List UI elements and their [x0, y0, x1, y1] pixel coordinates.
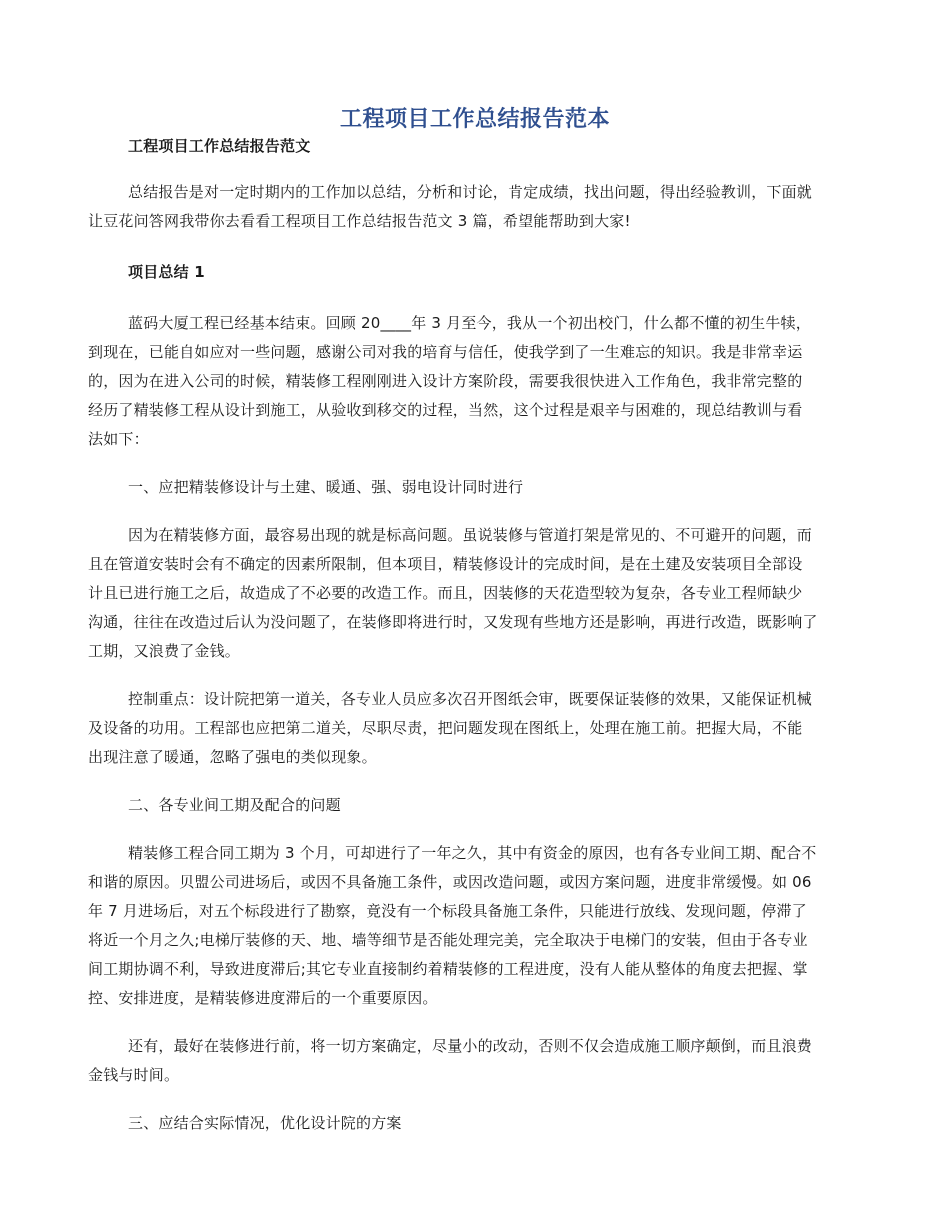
paragraph-line: 控制重点：设计院把第一道关，各专业人员应多次召开图纸会审，既要保证装修的效果，又能保证机械	[128, 690, 813, 708]
document-subtitle: 工程项目工作总结报告范文	[128, 137, 311, 155]
subheading-optimize-design: 三、应结合实际情况，优化设计院的方案	[128, 1114, 402, 1132]
paragraph-line: 蓝码大厦工程已经基本结束。回顾 20____年 3 月至今，我从一个初出校门，什么都不懂的初生牛犊，	[128, 314, 811, 332]
document-body	[88, 132, 860, 1138]
paragraph-line: 到现在，已能自如应对一些问题，感谢公司对我的培育与信任，使我学到了一生难忘的知识。我是非常幸运	[88, 343, 803, 361]
paragraph-line: 工期，又浪费了金钱。	[88, 642, 241, 660]
paragraph-line: 精装修工程合同工期为 3 个月，可却进行了一年之久，其中有资金的原因，也有各专业间工期、配合不	[128, 844, 817, 862]
paragraph-line: 因为在精装修方面，最容易出现的就是标高问题。虽说装修与管道打架是常见的、不可避开的问题，而	[128, 526, 813, 544]
section-heading-project-summary-1: 项目总结 1	[128, 263, 205, 281]
paragraph-line: 计且已进行施工之后，故造成了不必要的改造工作。而且，因装修的天花造型较为复杂，各专业工程师缺少	[88, 584, 803, 602]
paragraph-line: 和谐的原因。贝盟公司进场后，或因不具备施工条件，或因改造问题，或因方案问题，进度非常缓慢。如 06	[88, 873, 812, 891]
document-title: 工程项目工作总结报告范本	[339, 107, 610, 132]
paragraph-line: 沟通，往往在改造过后认为没问题了，在装修即将进行时，又发现有些地方还是影响，再进行改造，既影响了	[88, 613, 818, 631]
paragraph-line: 且在管道安装时会有不确定的因素所限制，但本项目，精装修设计的完成时间，是在土建及安装项目全部设	[88, 555, 803, 573]
paragraph-line: 及设备的功用。工程部也应把第二道关，尽职尽责，把问题发现在图纸上，处理在施工前。把握大局，不能	[88, 719, 803, 737]
paragraph-elevation-issue	[88, 521, 860, 666]
paragraph-schedule	[88, 839, 860, 1013]
paragraph-review	[88, 309, 860, 454]
paragraph-line: 的，因为在进入公司的时候，精装修工程刚刚进入设计方案阶段，需要我很快进入工作角色，我非常完整的	[88, 372, 803, 390]
paragraph-line: 还有，最好在装修进行前，将一切方案确定，尽量小的改动，否则不仅会造成施工顺序颠倒，而且浪费	[128, 1037, 813, 1055]
subheading-schedule-coordination: 二、各专业间工期及配合的问题	[128, 796, 341, 814]
paragraph-plan-changes	[88, 1032, 860, 1090]
intro-line: 让豆花问答网我带你去看看工程项目工作总结报告范文 3 篇，希望能帮助到大家!	[88, 212, 631, 230]
intro-paragraph	[88, 178, 860, 236]
paragraph-line: 间工期协调不利，导致进度滞后;其它专业直接制约着精装修的工程进度，没有人能从整体的角度去把握、掌	[88, 960, 808, 978]
paragraph-line: 经历了精装修工程从设计到施工，从验收到移交的过程，当然，这个过程是艰辛与困难的，现总结教训与看	[88, 401, 803, 419]
paragraph-line: 法如下：	[88, 430, 149, 448]
paragraph-line: 金钱与时间。	[88, 1066, 180, 1084]
paragraph-line: 将近一个月之久;电梯厅装修的天、地、墙等细节是否能处理完美，完全取决于电梯门的安装，但由于各专业	[88, 931, 808, 949]
paragraph-line: 控、安排进度，是精装修进度滞后的一个重要原因。	[88, 989, 438, 1007]
intro-line: 总结报告是对一定时期内的工作加以总结，分析和讨论，肯定成绩，找出问题，得出经验教训，下面就	[128, 183, 813, 201]
paragraph-line: 出现注意了暖通，忽略了强电的类似现象。	[88, 748, 377, 766]
subheading-design-coordination: 一、应把精装修设计与土建、暖通、强、弱电设计同时进行	[128, 478, 524, 496]
paragraph-line: 年 7 月进场后，对五个标段进行了勘察，竟没有一个标段具备施工条件，只能进行放线、发现问题，停滞了	[88, 902, 807, 920]
paragraph-control-points	[88, 685, 860, 772]
